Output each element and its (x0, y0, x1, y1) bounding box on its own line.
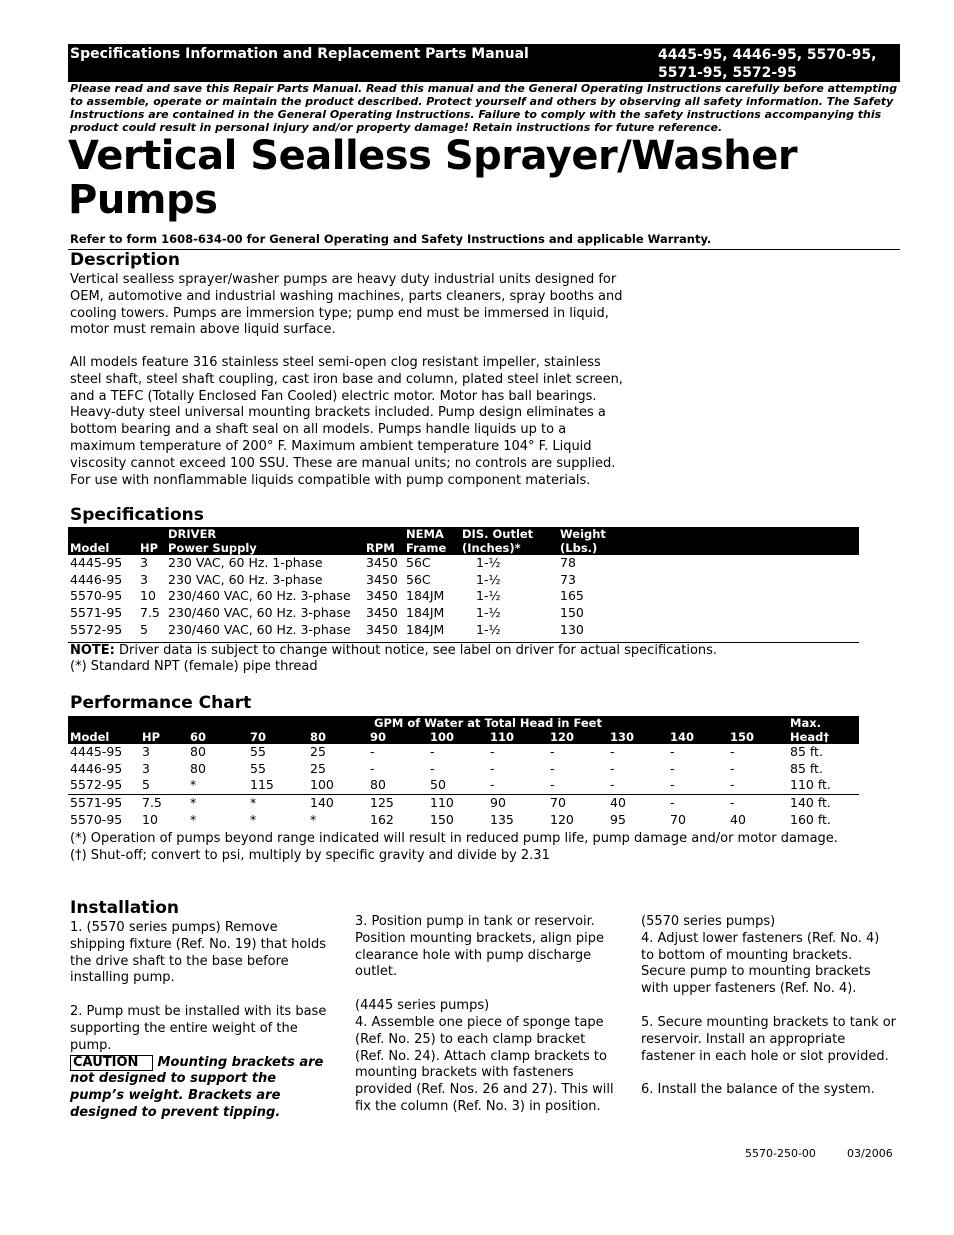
perf-cell: * (248, 795, 308, 812)
spec-cell: 230/460 VAC, 60 Hz. 3-phase (168, 621, 351, 637)
perf-col-header: 80 (308, 730, 368, 744)
caution-block (70, 1055, 330, 1122)
perf-cell: * (190, 777, 197, 793)
spec-cell: 78 (560, 555, 576, 570)
header-title: Specifications Information and Replacement Parts Manual (70, 46, 529, 62)
perf-cell: 162 (370, 811, 394, 827)
spec-cell: 1-½ (476, 571, 501, 587)
installation-heading: Installation (70, 898, 180, 918)
perf-cell: 70 (548, 795, 608, 812)
install-step-4-series: (4445 series pumps) (355, 998, 490, 1014)
perf-row (68, 812, 859, 829)
specs-note: NOTE: Driver data is subject to change without notice, see label on driver for actual specifications. (70, 643, 718, 658)
spec-cell: 230/460 VAC, 60 Hz. 3-phase (168, 605, 351, 621)
perf-row (68, 795, 859, 812)
spec-cell: 5572-95 (70, 621, 123, 637)
perf-cell: - (430, 744, 435, 759)
install-step-6: 6. Install the balance of the system. (641, 1082, 875, 1098)
perf-cell: 110 ft. (790, 777, 831, 793)
spec-row (68, 588, 859, 605)
install-step-3: 3. Position pump in tank or reservoir. Position mounting brackets, align pipe clearance hole with pump discharge outlet. (355, 914, 605, 980)
footer-code: 5570-250-00 (745, 1147, 816, 1160)
footer-date: 03/2006 (847, 1147, 893, 1160)
spec-cell: 230 VAC, 60 Hz. 1-phase (168, 555, 323, 570)
spec-cell: 230 VAC, 60 Hz. 3-phase (168, 571, 323, 587)
specifications-heading: Specifications (70, 505, 204, 525)
driver-header: DRIVER (166, 527, 364, 541)
perf-col-header: 110 (488, 730, 548, 744)
perf-cell: 80 (370, 777, 386, 793)
spec-cell: 165 (560, 588, 584, 604)
perf-col-header: Model (68, 730, 140, 744)
perf-cell: - (670, 744, 675, 759)
spec-cell: 73 (560, 571, 576, 587)
perf-col-header: 150 (728, 730, 788, 744)
perf-cell: * (310, 811, 317, 827)
perf-row (68, 777, 859, 794)
perf-cell: 100 (310, 777, 334, 793)
installation-col-1 (70, 920, 330, 1122)
perf-cell: 50 (430, 777, 446, 793)
spec-cell: 1-½ (476, 605, 501, 621)
perf-cell: * (250, 811, 257, 827)
perf-cell: 135 (490, 811, 514, 827)
perf-cell: 80 (190, 744, 206, 759)
spec-cell: 184JM (406, 588, 445, 604)
spec-cell: 184JM (406, 605, 445, 621)
refer-note: Refer to form 1608-634-00 for General Operating and Safety Instructions and applicable Warranty. (70, 232, 712, 246)
spec-row (68, 605, 859, 622)
perf-cell: - (490, 760, 495, 776)
installation-col-3 (641, 914, 896, 1099)
spec-header-row-2: Model HP Power Supply RPM Frame (Inches)* (Lbs.) (68, 541, 859, 555)
perf-cell: - (370, 744, 375, 759)
specs-footnote: (*) Standard NPT (female) pipe thread (70, 659, 318, 674)
installation-col-2 (355, 914, 617, 1116)
perf-cell: 115 (250, 777, 274, 793)
perf-cell: 140 ft. (788, 795, 859, 812)
spec-cell: 1-½ (476, 621, 501, 637)
perf-col-header: 70 (248, 730, 308, 744)
perf-cell: - (728, 795, 788, 812)
perf-cell: 3 (142, 744, 150, 759)
caution-label: CAUTION (70, 1055, 153, 1071)
spec-cell: 3450 (366, 605, 398, 621)
perf-cell: - (730, 744, 735, 759)
perf-cell: - (670, 777, 675, 793)
spec-cell: 5570-95 (70, 588, 123, 604)
perf-col-header: 60 (188, 730, 248, 744)
spec-cell: 3450 (366, 571, 398, 587)
perf-cell: 5572-95 (70, 777, 123, 793)
perf-header-row-2 (68, 730, 859, 744)
performance-note-2: (†) Shut-off; convert to psi, multiply by specific gravity and divide by 2.31 (70, 848, 550, 863)
perf-cell: 4445-95 (70, 744, 123, 759)
perf-cell: - (610, 777, 615, 793)
perf-cell: - (490, 777, 495, 793)
perf-cell: - (370, 760, 375, 776)
perf-cell: 25 (310, 744, 326, 759)
performance-table (68, 716, 859, 829)
install-step-4: 4. Assemble one piece of sponge tape (Ref. No. 25) to each clamp bracket (Ref. No. 24). Attach clamp brackets to mounting brackets with fasteners provided (Ref. Nos. 26 and 27). This will fix the column (Ref. No. 3) in position. (355, 1014, 614, 1114)
description-heading: Description (70, 250, 180, 270)
perf-cell: 40 (608, 795, 668, 812)
perf-cell: - (550, 760, 555, 776)
spec-cell: 56C (406, 555, 431, 570)
perf-cell: 85 ft. (790, 760, 823, 776)
install-step-2: 2. Pump must be installed with its base supporting the entire weight of the pump. (70, 1004, 327, 1053)
caution-text: Mounting brackets are not designed to support the pump’s weight. Brackets are designed to prevent tipping. (70, 1054, 324, 1120)
perf-cell: 95 (610, 811, 626, 827)
perf-cell: 110 (428, 795, 488, 812)
perf-cell: 5571-95 (68, 795, 140, 812)
perf-cell: - (490, 744, 495, 759)
perf-cell: - (430, 760, 435, 776)
perf-cell: 140 (308, 795, 368, 812)
perf-cell: 85 ft. (790, 744, 823, 759)
perf-cell: - (610, 760, 615, 776)
perf-cell: - (730, 760, 735, 776)
spec-cell: 3 (140, 571, 148, 587)
perf-col-header: 100 (428, 730, 488, 744)
perf-cell: 3 (142, 760, 150, 776)
perf-cell: - (550, 744, 555, 759)
spec-cell: 150 (560, 605, 584, 621)
spec-cell: 3450 (366, 621, 398, 637)
spec-cell: 3450 (366, 588, 398, 604)
install-step-1: 1. (5570 series pumps) Remove shipping fixture (Ref. No. 19) that holds the drive shaft to the base before installing pump. (70, 920, 327, 986)
gpm-header: GPM of Water at Total Head in Feet (188, 716, 788, 730)
perf-cell: 160 ft. (790, 811, 831, 827)
perf-col-header: HP (140, 730, 188, 744)
perf-cell: 5570-95 (70, 811, 123, 827)
page-title: Vertical Sealless Sprayer/Washer Pumps (68, 133, 798, 223)
perf-cell: 10 (142, 811, 158, 827)
perf-cell: 150 (430, 811, 454, 827)
spec-cell: 4445-95 (70, 555, 123, 570)
perf-cell: 40 (730, 811, 746, 827)
description-p2: All models feature 316 stainless steel semi-open clog resistant impeller, stainless steel shaft, steel shaft coupling, cast iron base and column, plated steel inlet screen, and a TEFC (Totally Enclosed Fan Cooled) electric motor. Motor has ball bearings. Heavy-duty steel universal mounting brackets included. Pump design eliminates a bottom bearing and a shaft seal on all models. Pumps handle liquids up to a maximum temperature of 200° F. Maximum ambient temperature 104° F. Liquid viscosity cannot exceed 100 SSU. These are manual units; no controls are supplied. For use with nonflammable liquids compatible with pump component materials. (70, 355, 623, 488)
perf-cell: - (730, 777, 735, 793)
perf-cell: 70 (670, 811, 686, 827)
perf-cell: 25 (310, 760, 326, 776)
header-models: 4445-95, 4446-95, 5570-95, 5571-95, 5572-95 (658, 47, 877, 81)
spec-cell: 230/460 VAC, 60 Hz. 3-phase (168, 588, 351, 604)
install-step-5: 5. Secure mounting brackets to tank or reservoir. Install an appropriate fastener in each hole or slot provided. (641, 1014, 897, 1064)
perf-col-header: Head† (788, 730, 859, 744)
perf-cell: - (610, 744, 615, 759)
spec-cell: 1-½ (476, 555, 501, 570)
perf-cell: * (190, 811, 197, 827)
perf-cell: 5 (142, 777, 150, 793)
spec-cell: 130 (560, 621, 584, 637)
perf-col-header: 90 (368, 730, 428, 744)
install-step-4b: 4. Adjust lower fasteners (Ref. No. 4) to bottom of mounting brackets. Secure pump to mounting brackets with upper fasteners (Ref. No. 4). (641, 930, 880, 997)
performance-heading: Performance Chart (70, 693, 252, 713)
perf-cell: * (188, 795, 248, 812)
description-p1: Vertical sealless sprayer/washer pumps are heavy duty industrial units designed for OEM, automotive and industrial washing machines, parts cleaners, spray booths and cooling towers. Pumps are immersion type; pump end must be immersed in liquid, motor must remain above liquid surface. (70, 272, 623, 338)
spec-row (68, 572, 859, 589)
spec-cell: 3 (140, 555, 148, 570)
perf-col-header: 140 (668, 730, 728, 744)
spec-row (68, 555, 859, 572)
spec-cell: 7.5 (140, 605, 160, 621)
perf-cell: - (670, 760, 675, 776)
perf-cell: 125 (368, 795, 428, 812)
perf-cell: 90 (488, 795, 548, 812)
perf-cell: 7.5 (140, 795, 188, 812)
perf-header-row-1: GPM of Water at Total Head in Feet Max. (68, 716, 859, 730)
perf-col-header: 130 (608, 730, 668, 744)
spec-cell: 4446-95 (70, 571, 123, 587)
divider (68, 249, 900, 250)
spec-cell: 10 (140, 588, 156, 604)
spec-cell: 1-½ (476, 588, 501, 604)
performance-note-1: (*) Operation of pumps beyond range indicated will result in reduced pump life, pump damage and/or motor damage. (70, 831, 838, 846)
perf-cell: 55 (250, 760, 266, 776)
perf-row (68, 761, 859, 778)
perf-cell: 120 (550, 811, 574, 827)
spec-cell: 184JM (406, 621, 445, 637)
spec-cell: 56C (406, 571, 431, 587)
perf-cell: 55 (250, 744, 266, 759)
spec-header-row-1: DRIVER NEMA DIS. Outlet Weight (68, 527, 859, 541)
spec-cell: 3450 (366, 555, 398, 570)
spec-cell: 5571-95 (70, 605, 123, 621)
spec-cell: 5 (140, 621, 148, 637)
perf-row (68, 744, 859, 761)
perf-cell: 80 (190, 760, 206, 776)
install-step-4b-series: (5570 series pumps) (641, 914, 776, 929)
perf-cell: - (668, 795, 728, 812)
perf-cell: 4446-95 (70, 760, 123, 776)
intro-warning: Please read and save this Repair Parts Manual. Read this manual and the General Operating Instructions carefully before attempting to assemble, operate or maintain the product described. Protect yourself and others by observing all safety information. The Safety Instructions are contained in the General Operating Instructions. Failure to comply with the safety instructions accompanying this product could result in personal injury and/or property damage! Retain instructions for future reference. (70, 82, 898, 134)
spec-row (68, 622, 859, 639)
perf-cell: - (550, 777, 555, 793)
perf-col-header: 120 (548, 730, 608, 744)
header-bar (68, 44, 900, 82)
specifications-table (68, 527, 859, 639)
